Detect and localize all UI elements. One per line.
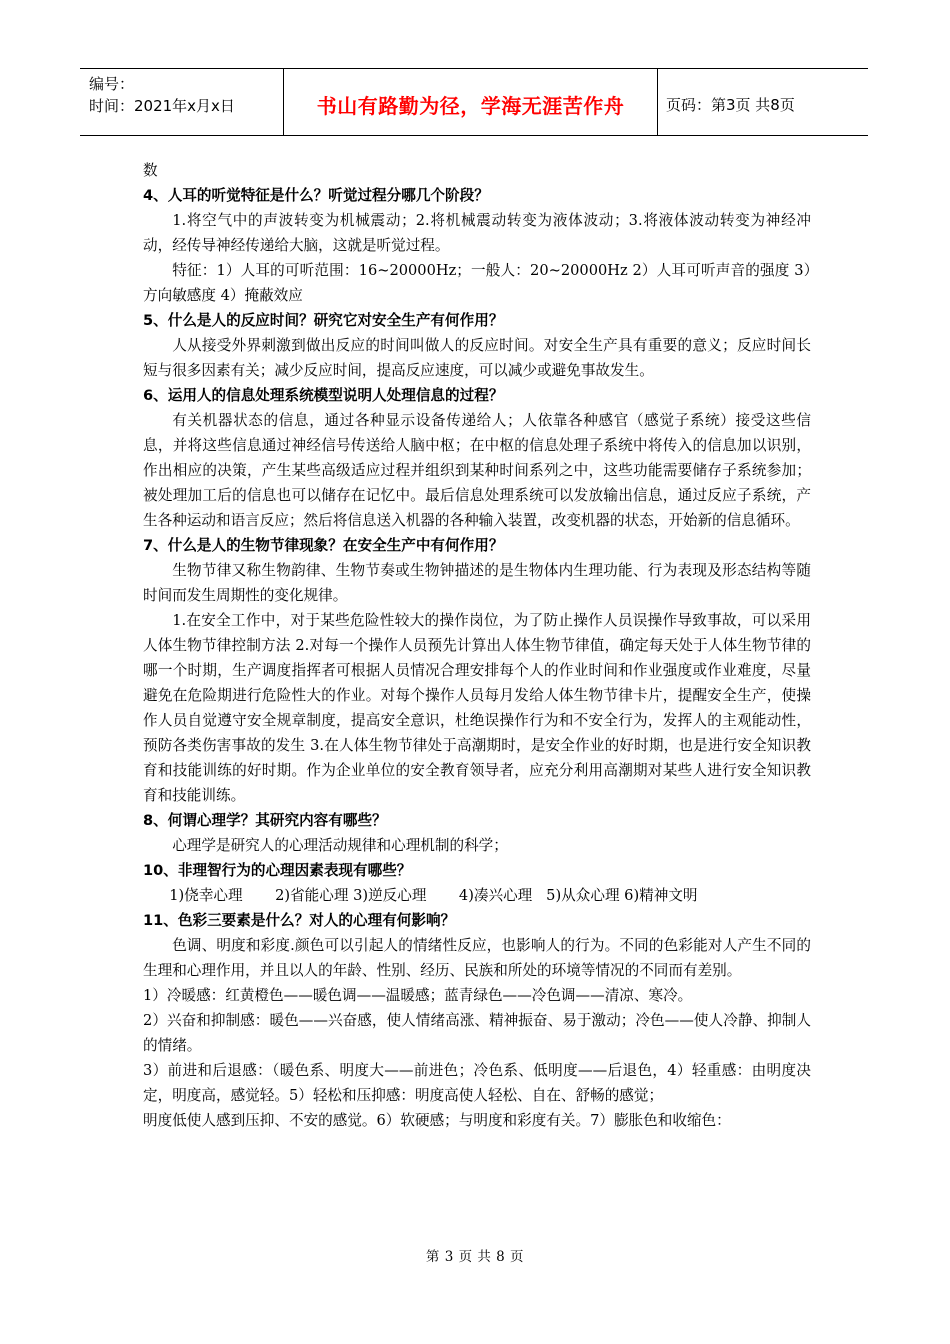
header-motto-cell — [284, 69, 658, 135]
question-heading: 4、人耳的听觉特征是什么？听觉过程分哪几个阶段？ — [143, 187, 489, 204]
question-heading: 8、何谓心理学？其研究内容有哪些？ — [143, 812, 387, 829]
motto-text: 书山有路勤为径，学海无涯苦作舟 — [316, 93, 625, 118]
paragraph: 2）兴奋和抑制感：暖色——兴奋感，使人情绪高涨、精神振奋、易于激动；冷色——使人冷静、抑制人的情绪。 — [143, 1012, 811, 1054]
page-header — [80, 68, 868, 136]
paragraph: 1.将空气中的声波转变为机械震动；2.将机械震动转变为液体波动；3.将液体波动转变为神经冲动，经传导神经传递给大脑，这就是听觉过程。 — [143, 212, 811, 254]
page-footer: 第 3 页 共 8 页 — [425, 1249, 525, 1265]
paragraph: 人从接受外界刺激到做出反应的时间叫做人的反应时间。对安全生产具有重要的意义；反应时间长短与很多因素有关；减少反应时间，提高反应速度，可以减少或避免事故发生。 — [143, 337, 811, 379]
header-left-cell — [80, 69, 284, 135]
question-heading: 6、运用人的信息处理系统模型说明人处理信息的过程？ — [143, 387, 504, 404]
question-heading: 10、非理智行为的心理因素表现有哪些？ — [143, 862, 412, 879]
paragraph: 色调、明度和彩度.颜色可以引起人的情绪性反应，也影响人的行为。不同的色彩能对人产生不同的生理和心理作用，并且以人的年龄、性别、经历、民族和所处的环境等情况的不同而有差别。 — [143, 937, 811, 979]
paragraph: 3）前进和后退感：（暖色系、明度大——前进色；冷色系、低明度——后退色，4）轻重感：由明度决定，明度高，感觉轻。5）轻松和压抑感：明度高使人轻松、自在、舒畅的感觉； — [143, 1062, 811, 1104]
paragraph: 心理学是研究人的心理活动规律和心理机制的科学； — [172, 837, 508, 854]
question-heading: 11、色彩三要素是什么？对人的心理有何影响？ — [143, 912, 456, 929]
paragraph: 1.在安全工作中，对于某些危险性较大的操作岗位，为了防止操作人员误操作导致事故，可以采用人体生物节律控制方法 2.对每一个操作人员预先计算出人体生物节律值，确定每天处于人体生物节律的哪一个时期，生产调度指挥者可根据人员情况合理安排每个人的作业时间和作业强度或作业难度，尽量避免在危险期进行危险性大的作业。对每个操作人员每月发给人体生物节律卡片，提醒安全生产，使操作人员自觉遵守安全规章制度，提高安全意识，杜绝误操作行为和不安全行为，发挥人的主观能动性，预防各类伤害事故的发生 3.在人体生物节律处于高潮期时，是安全作业的好时期，也是进行安全知识教育和技能训练的好时期。作为企业单位的安全教育领导者，应充分利用高潮期对某些人进行安全知识教育和技能训练。 — [143, 612, 811, 804]
paragraph: 1）冷暖感：红黄橙色——暖色调——温暖感；蓝青绿色——冷色调——清凉、寒冷。 — [143, 987, 693, 1004]
paragraph: 特征：1）人耳的可听范围：16~20000Hz；一般人：20~20000Hz 2）人耳可听声音的强度 3）方向敏感度 4）掩蔽效应 — [143, 262, 811, 304]
paragraph: 1)侥幸心理 2)省能心理 3)逆反心理 4)凑兴心理 5)从众心理 6)精神文明 — [169, 887, 698, 904]
document-body — [143, 158, 811, 1133]
date-label: 时间：2021年x月x日 — [89, 97, 235, 115]
paragraph: 明度低使人感到压抑、不安的感觉。6）软硬感；与明度和彩度有关。7）膨胀色和收缩色： — [143, 1112, 731, 1129]
question-heading: 5、什么是人的反应时间？研究它对安全生产有何作用？ — [143, 312, 504, 329]
paragraph: 数 — [143, 162, 158, 179]
page-number-label: 页码：第3页 共8页 — [666, 95, 795, 114]
question-heading: 7、什么是人的生物节律现象？在安全生产中有何作用？ — [143, 537, 504, 554]
header-page-cell — [658, 69, 868, 135]
paragraph: 有关机器状态的信息，通过各种显示设备传递给人；人依靠各种感官（感觉子系统）接受这些信息，并将这些信息通过神经信号传送给人脑中枢；在中枢的信息处理子系统中将传入的信息加以识别，作出相应的决策，产生某些高级适应过程并组织到某种时间系列之中，这些功能需要储存子系统参加；被处理加工后的信息也可以储存在记忆中。最后信息处理系统可以发放输出信息，通过反应子系统，产生各种运动和语言反应；然后将信息送入机器的各种输入装置，改变机器的状态，开始新的信息循环。 — [143, 412, 811, 529]
paragraph: 生物节律又称生物韵律、生物节奏或生物钟描述的是生物体内生理功能、行为表现及形态结构等随时间而发生周期性的变化规律。 — [143, 562, 811, 604]
code-label: 编号： — [89, 75, 135, 93]
